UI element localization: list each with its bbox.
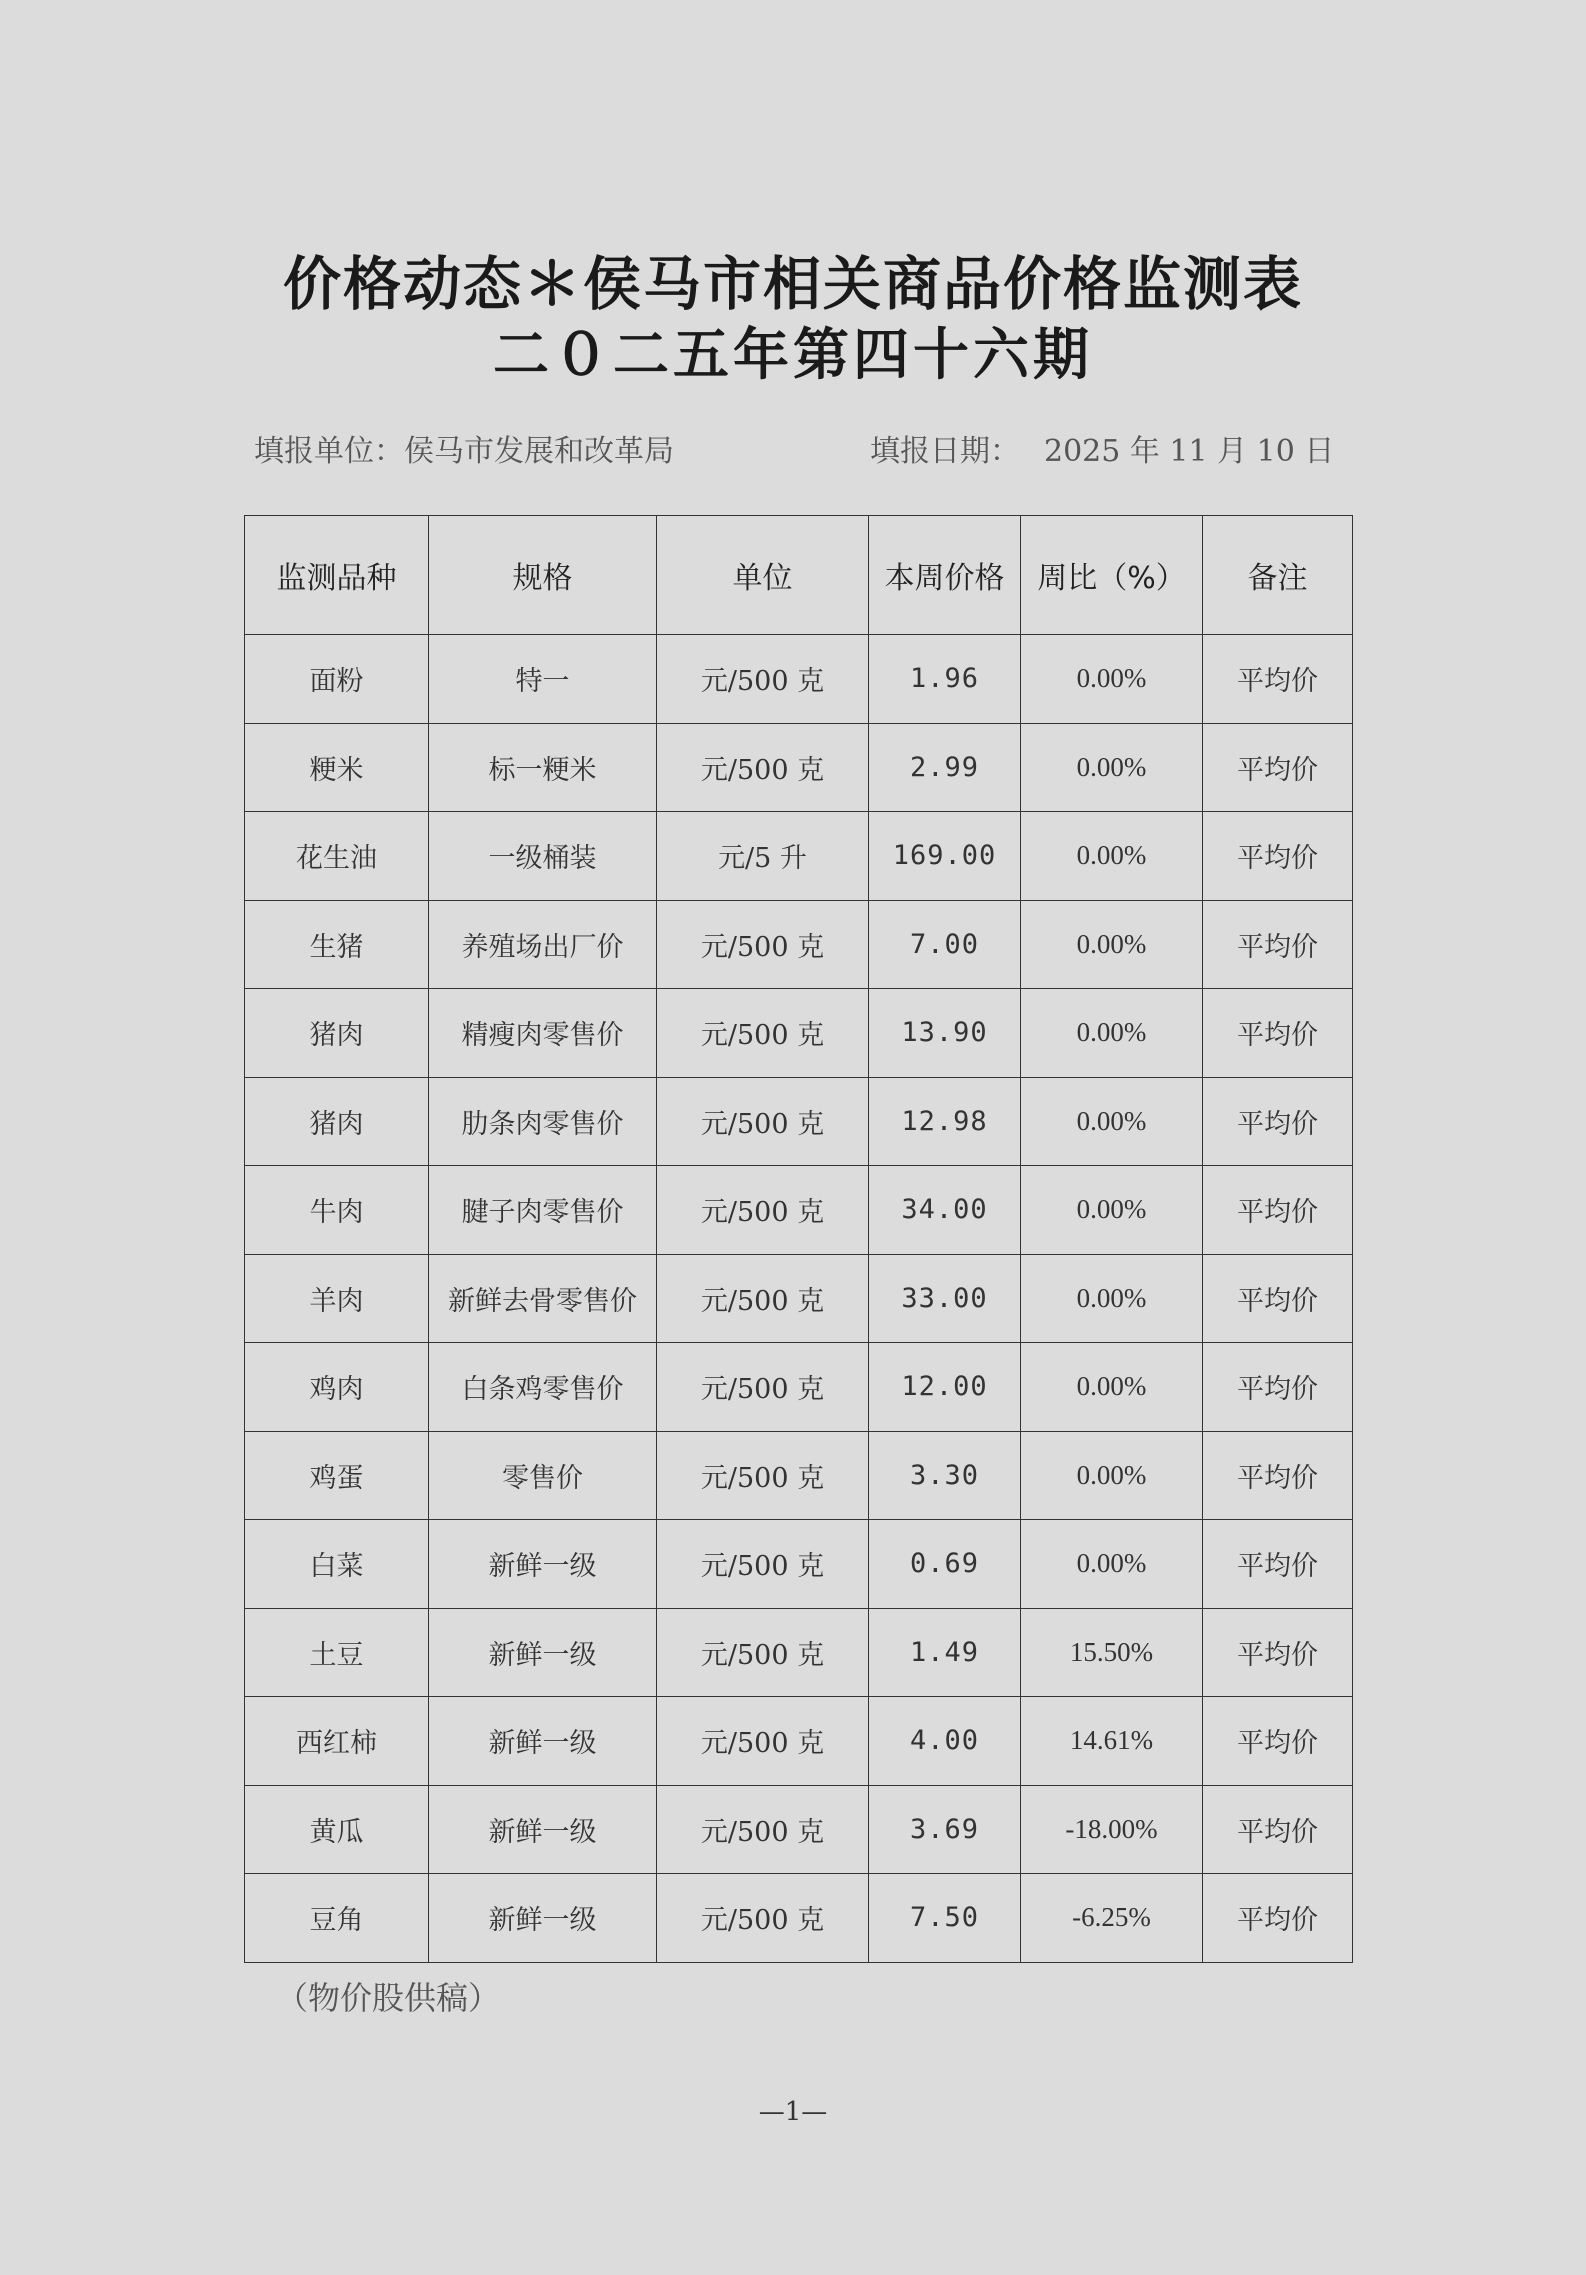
- cell-spec: 肋条肉零售价: [429, 1077, 657, 1166]
- table-header-row: [245, 516, 1353, 635]
- reporting-date-value: 2025 年 11 月 10 日: [1044, 434, 1335, 469]
- document-title: 价格动态＊侯马市相关商品价格监测表: [282, 250, 1303, 318]
- cell-unit: 元/500 克: [657, 1608, 869, 1697]
- cell-unit: 元/500 克: [657, 1431, 869, 1520]
- cell-unit: 元/500 克: [657, 1785, 869, 1874]
- cell-price: 169.00: [869, 812, 1021, 901]
- cell-spec: 精瘦肉零售价: [429, 989, 657, 1078]
- cell-unit: 元/500 克: [657, 1343, 869, 1432]
- cell-item: 白菜: [245, 1520, 429, 1609]
- table-row: [245, 1254, 1353, 1343]
- header-item: 监测品种: [245, 516, 429, 635]
- cell-change: 0.00%: [1021, 900, 1203, 989]
- cell-spec: 新鲜一级: [429, 1697, 657, 1786]
- cell-price: 13.90: [869, 989, 1021, 1078]
- cell-price: 4.00: [869, 1697, 1021, 1786]
- cell-note: 平均价: [1203, 723, 1353, 812]
- header-spec: 规格: [429, 516, 657, 635]
- cell-price: 33.00: [869, 1254, 1021, 1343]
- cell-item: 生猪: [245, 900, 429, 989]
- cell-spec: 养殖场出厂价: [429, 900, 657, 989]
- cell-change: 14.61%: [1021, 1697, 1203, 1786]
- table-row: [245, 1520, 1353, 1609]
- cell-note: 平均价: [1203, 1520, 1353, 1609]
- cell-price: 1.49: [869, 1608, 1021, 1697]
- cell-unit: 元/500 克: [657, 723, 869, 812]
- cell-note: 平均价: [1203, 1874, 1353, 1963]
- table-body: [245, 635, 1353, 1963]
- cell-spec: 一级桶装: [429, 812, 657, 901]
- cell-spec: 新鲜一级: [429, 1785, 657, 1874]
- cell-change: 0.00%: [1021, 1431, 1203, 1520]
- cell-item: 土豆: [245, 1608, 429, 1697]
- cell-item: 牛肉: [245, 1166, 429, 1255]
- cell-item: 羊肉: [245, 1254, 429, 1343]
- cell-change: 0.00%: [1021, 1343, 1203, 1432]
- cell-change: 0.00%: [1021, 1254, 1203, 1343]
- table-row: [245, 723, 1353, 812]
- cell-note: 平均价: [1203, 635, 1353, 724]
- table-row: [245, 635, 1353, 724]
- table-row: [245, 1608, 1353, 1697]
- header-note: 备注: [1203, 516, 1353, 635]
- cell-change: 0.00%: [1021, 989, 1203, 1078]
- cell-change: 0.00%: [1021, 812, 1203, 901]
- cell-unit: 元/500 克: [657, 1166, 869, 1255]
- cell-note: 平均价: [1203, 1254, 1353, 1343]
- cell-unit: 元/500 克: [657, 635, 869, 724]
- cell-note: 平均价: [1203, 1697, 1353, 1786]
- cell-note: 平均价: [1203, 1608, 1353, 1697]
- cell-spec: 新鲜一级: [429, 1520, 657, 1609]
- cell-item: 黄瓜: [245, 1785, 429, 1874]
- table-row: [245, 900, 1353, 989]
- cell-unit: 元/500 克: [657, 1077, 869, 1166]
- cell-item: 西红柿: [245, 1697, 429, 1786]
- issue-subtitle: 二０二五年第四十六期: [493, 323, 1093, 388]
- table-row: [245, 1166, 1353, 1255]
- cell-unit: 元/500 克: [657, 1520, 869, 1609]
- cell-price: 12.00: [869, 1343, 1021, 1432]
- cell-spec: 新鲜一级: [429, 1608, 657, 1697]
- cell-price: 2.99: [869, 723, 1021, 812]
- reporting-date: [870, 432, 1334, 472]
- cell-item: 粳米: [245, 723, 429, 812]
- cell-note: 平均价: [1203, 1343, 1353, 1432]
- page-number: —1—: [758, 2097, 828, 2127]
- cell-spec: 腱子肉零售价: [429, 1166, 657, 1255]
- cell-price: 0.69: [869, 1520, 1021, 1609]
- cell-note: 平均价: [1203, 1431, 1353, 1520]
- cell-unit: 元/500 克: [657, 900, 869, 989]
- cell-spec: 特一: [429, 635, 657, 724]
- table-row: [245, 1697, 1353, 1786]
- cell-item: 猪肉: [245, 1077, 429, 1166]
- source-note: （物价股供稿）: [276, 1979, 501, 2017]
- cell-item: 猪肉: [245, 989, 429, 1078]
- cell-note: 平均价: [1203, 989, 1353, 1078]
- table-row: [245, 1874, 1353, 1963]
- cell-item: 鸡肉: [245, 1343, 429, 1432]
- cell-spec: 标一粳米: [429, 723, 657, 812]
- cell-item: 鸡蛋: [245, 1431, 429, 1520]
- table-row: [245, 812, 1353, 901]
- cell-unit: 元/500 克: [657, 1697, 869, 1786]
- cell-price: 7.50: [869, 1874, 1021, 1963]
- price-monitoring-table: [244, 515, 1353, 1963]
- cell-note: 平均价: [1203, 812, 1353, 901]
- cell-unit: 元/500 克: [657, 989, 869, 1078]
- cell-change: -18.00%: [1021, 1785, 1203, 1874]
- table-row: [245, 1343, 1353, 1432]
- cell-price: 7.00: [869, 900, 1021, 989]
- table-row: [245, 1431, 1353, 1520]
- cell-change: 15.50%: [1021, 1608, 1203, 1697]
- cell-unit: 元/500 克: [657, 1254, 869, 1343]
- table-row: [245, 1077, 1353, 1166]
- cell-price: 34.00: [869, 1166, 1021, 1255]
- cell-note: 平均价: [1203, 1166, 1353, 1255]
- cell-change: 0.00%: [1021, 635, 1203, 724]
- reporting-date-label: 填报日期：: [870, 434, 1020, 469]
- cell-unit: 元/5 升: [657, 812, 869, 901]
- cell-change: -6.25%: [1021, 1874, 1203, 1963]
- cell-item: 豆角: [245, 1874, 429, 1963]
- cell-note: 平均价: [1203, 900, 1353, 989]
- header-price: 本周价格: [869, 516, 1021, 635]
- reporting-unit: 填报单位：侯马市发展和改革局: [254, 434, 674, 469]
- cell-note: 平均价: [1203, 1077, 1353, 1166]
- table-row: [245, 1785, 1353, 1874]
- header-unit: 单位: [657, 516, 869, 635]
- cell-item: 花生油: [245, 812, 429, 901]
- cell-price: 1.96: [869, 635, 1021, 724]
- cell-change: 0.00%: [1021, 1520, 1203, 1609]
- cell-spec: 白条鸡零售价: [429, 1343, 657, 1432]
- cell-note: 平均价: [1203, 1785, 1353, 1874]
- table-row: [245, 989, 1353, 1078]
- cell-change: 0.00%: [1021, 1166, 1203, 1255]
- cell-change: 0.00%: [1021, 1077, 1203, 1166]
- cell-change: 0.00%: [1021, 723, 1203, 812]
- cell-price: 3.30: [869, 1431, 1021, 1520]
- cell-unit: 元/500 克: [657, 1874, 869, 1963]
- cell-price: 3.69: [869, 1785, 1021, 1874]
- cell-price: 12.98: [869, 1077, 1021, 1166]
- cell-spec: 新鲜去骨零售价: [429, 1254, 657, 1343]
- cell-item: 面粉: [245, 635, 429, 724]
- cell-spec: 零售价: [429, 1431, 657, 1520]
- cell-spec: 新鲜一级: [429, 1874, 657, 1963]
- header-change: 周比（%）: [1021, 516, 1203, 635]
